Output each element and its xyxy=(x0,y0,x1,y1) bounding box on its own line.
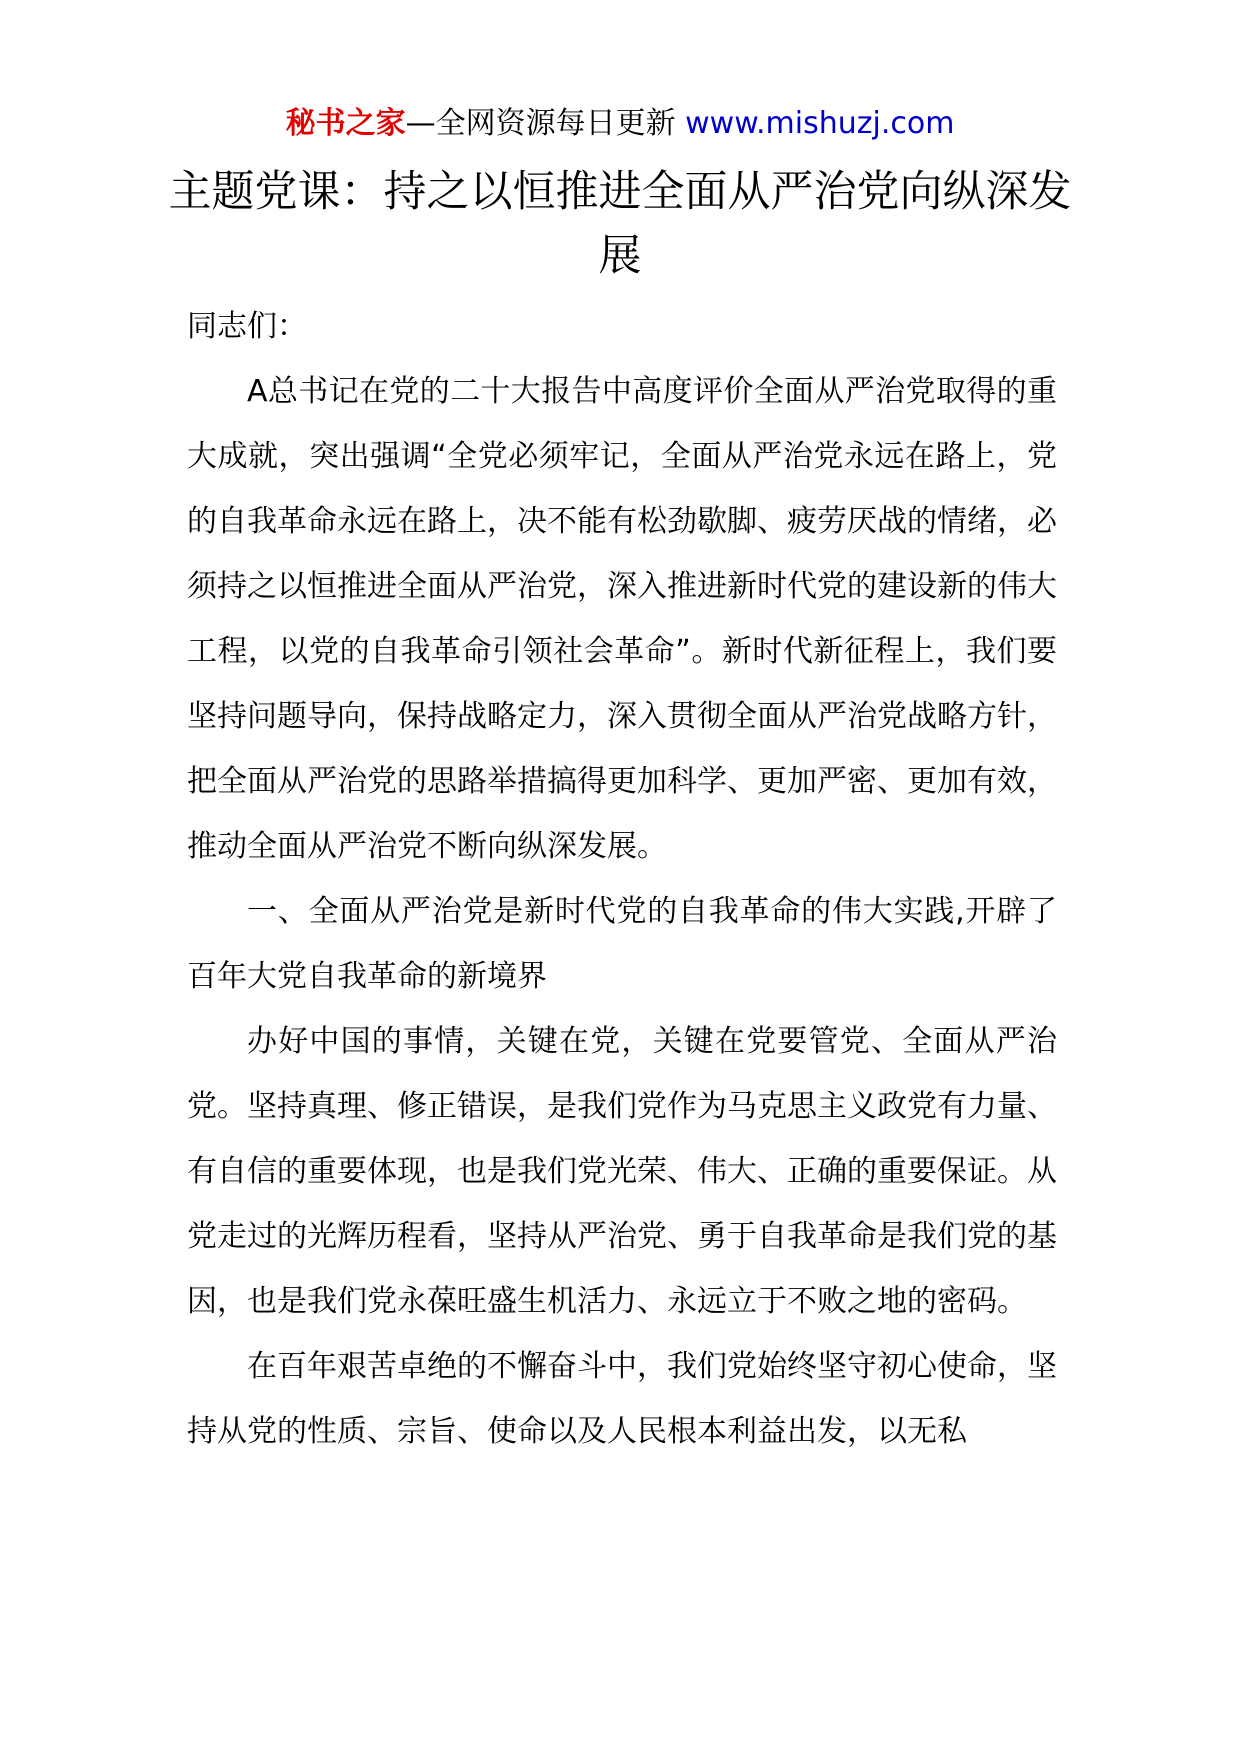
site-brand: 秘书之家 xyxy=(285,106,406,141)
site-url-link[interactable]: www.mishuzj.com xyxy=(685,106,955,141)
body-paragraph: 在百年艰苦卓绝的不懈奋斗中，我们党始终坚守初心使命，坚持从党的性质、宗旨、使命以及人民根本利益出发，以无私 xyxy=(187,1349,1057,1449)
section-heading: 一、全面从严治党是新时代党的自我革命的伟大实践,开辟了百年大党自我革命的新境界 xyxy=(187,894,1057,994)
document-body xyxy=(187,294,1057,1464)
body-paragraph: 办好中国的事情，关键在党，关键在党要管党、全面从严治党。坚持真理、修正错误，是我们党作为马克思主义政党有力量、有自信的重要体现，也是我们党光荣、伟大、正确的重要保证。从党走过的光辉历程看，坚持从严治党、勇于自我革命是我们党的基因，也是我们党永葆旺盛生机活力、永远立于不败之地的密码。 xyxy=(187,1024,1057,1319)
body-paragraph: A总书记在党的二十大报告中高度评价全面从严治党取得的重大成就，突出强调“全党必须牢记，全面从严治党永远在路上，党的自我革命永远在路上，决不能有松劲歇脚、疲劳厌战的情绪，必须持之以恒推进全面从严治党，深入推进新时代党的建设新的伟大工程，以党的自我革命引领社会革命”。新时代新征程上，我们要坚持问题导向，保持战略定力，深入贯彻全面从严治党战略方针，把全面从严治党的思路举措搞得更加科学、更加严密、更加有效，推动全面从严治党不断向纵深发展。 xyxy=(187,374,1057,864)
site-header xyxy=(0,100,1240,148)
document-title: 主题党课：持之以恒推进全面从严治党向纵深发展 xyxy=(168,167,1072,281)
salutation: 同志们： xyxy=(187,309,307,344)
site-slogan: —全网资源每日更新 xyxy=(405,106,676,141)
